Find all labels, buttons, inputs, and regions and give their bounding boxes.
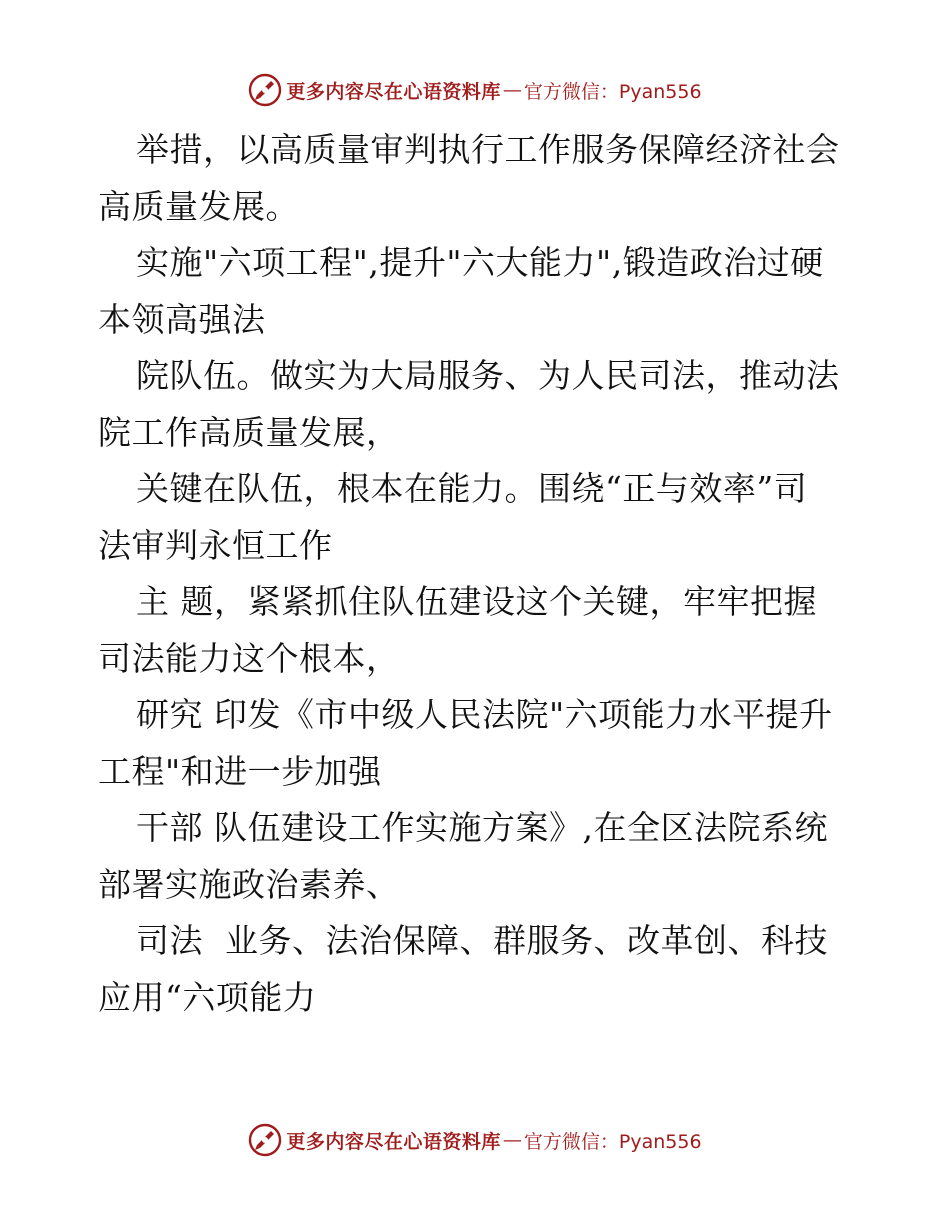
brand-logo-icon (248, 1123, 282, 1157)
body-line: 高质量发展。 (98, 186, 299, 226)
body-line: 干部 队伍建设工作实施方案》,在全区法院系统 (136, 808, 828, 847)
body-line: 实施"六项工程",提升"六大能力",锻造政治过硬 (136, 243, 824, 282)
body-line: 司法 业务、法治保障、群服务、改革创、科技 (136, 921, 828, 960)
body-line: 举措，以高质量审判执行工作服务保障经济社会 (136, 130, 840, 169)
body-line: 主 题，紧紧抓住队伍建设这个关键，牢牢把握 (136, 582, 817, 621)
body-line: 司法能力这个根本， (98, 638, 400, 678)
header-wechat-text: 官方微信：Pyan556 (523, 80, 702, 103)
body-line: 研究 印发《市中级人民法院"六项能力水平提升 (136, 695, 833, 734)
header-brand-text: 更多内容尽在心语资料库 (286, 80, 501, 103)
body-line: 法审判永恒工作 (98, 525, 333, 565)
body-line: 部署实施政治素养、 (98, 864, 400, 904)
body-line: 关键在队伍，根本在能力。围绕“正与效率”司 (136, 469, 808, 508)
body-line: 应用“六项能力 (98, 977, 317, 1017)
body-line: 本领高强法 (98, 299, 266, 339)
footer-brand-text: 更多内容尽在心语资料库 (286, 1130, 501, 1153)
body-line: 院队伍。做实为大局服务、为人民司法，推动法 (136, 356, 840, 395)
header-separator: — (502, 79, 522, 101)
body-line: 院工作高质量发展， (98, 412, 400, 452)
body-line: 工程"和进一步加强 (98, 751, 382, 791)
header-banner (0, 70, 950, 110)
footer-separator: — (502, 1129, 522, 1151)
footer-banner (0, 1120, 950, 1160)
footer-wechat-text: 官方微信：Pyan556 (523, 1130, 702, 1153)
document-body (98, 122, 854, 1026)
brand-logo-icon (248, 73, 282, 107)
